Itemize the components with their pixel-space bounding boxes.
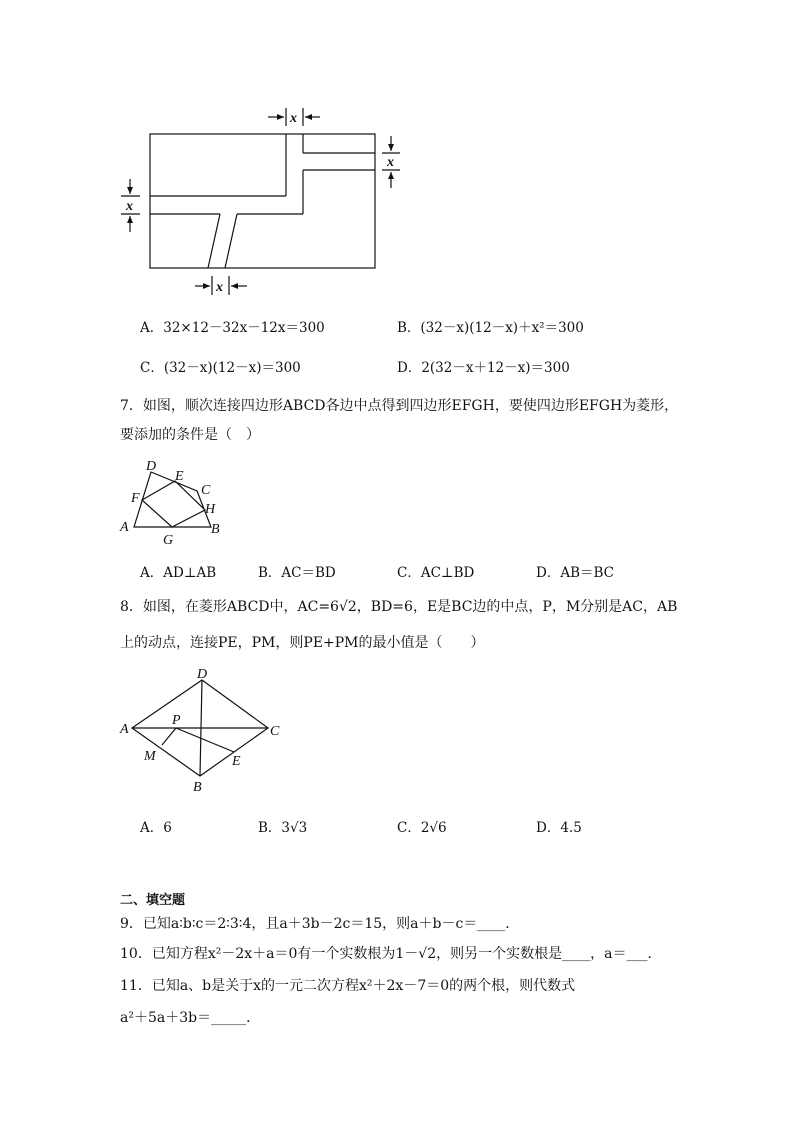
q7-option-c: C．AC⊥BD — [397, 565, 475, 581]
label-x-left: x — [126, 199, 133, 214]
q6-option-d: D．2(32－x＋12－x)＝300 — [397, 360, 570, 376]
label-x-bottom: x — [216, 280, 223, 295]
q11-text-line2: a²＋5a＋3b＝_____． — [120, 1010, 261, 1026]
q11-text-line1: 11．已知a、b是关于x的一元二次方程x²＋2x－7＝0的两个根，则代数式 — [120, 978, 576, 994]
q7-quadrilateral-figure — [115, 455, 230, 547]
quadrilateral-efgh — [142, 481, 205, 527]
label-F: F — [131, 491, 140, 506]
q8-option-a: A．6 — [140, 820, 172, 836]
q6-option-b: B．(32－x)(12－x)＋x²＝300 — [397, 320, 584, 336]
q7-text-line1: 7．如图，顺次连接四边形ABCD各边中点得到四边形EFGH，要使四边形EFGH为菱形， — [120, 398, 679, 414]
label-B: B — [211, 522, 220, 537]
segment-pm — [162, 728, 176, 745]
label-E: E — [175, 469, 184, 484]
quadrilateral-abcd — [134, 472, 211, 527]
q8-option-d: D．4.5 — [536, 820, 582, 836]
section-heading: 二、填空题 — [120, 893, 186, 908]
q8-option-c: C．2√6 — [397, 820, 447, 836]
field-rectangle — [150, 134, 375, 268]
q10-text: 10．已知方程x²－2x＋a＝0有一个实数根为1－√2，则另一个实数根是____，a＝___． — [120, 946, 662, 962]
label-C: C — [201, 483, 211, 498]
label-D: D — [197, 667, 208, 682]
q8-text-line1: 8．如图，在菱形ABCD中，AC=6√2，BD=6，E是BC边的中点，P，M分别是AC，AB — [120, 599, 678, 615]
label-G: G — [163, 533, 174, 547]
q6-option-c: C．(32－x)(12－x)＝300 — [140, 360, 301, 376]
label-C: C — [270, 724, 280, 739]
q7-option-b: B．AC＝BD — [258, 565, 336, 581]
segment-pe — [176, 728, 234, 752]
q8-text-line2: 上的动点，连接PE，PM，则PE+PM的最小值是（ ） — [120, 635, 485, 651]
label-x-top: x — [290, 111, 297, 126]
label-P: P — [172, 713, 181, 728]
q8-rhombus-figure — [115, 660, 290, 795]
q9-text: 9．已知a∶b∶c＝2∶3∶4，且a＋3b－2c＝15，则a＋b－c＝____． — [120, 916, 520, 932]
label-x-right: x — [387, 155, 394, 170]
label-B: B — [193, 780, 202, 795]
q7-text-line2: 要添加的条件是（ ） — [120, 427, 260, 443]
label-E: E — [232, 754, 241, 769]
label-A: A — [120, 722, 129, 737]
label-D: D — [146, 459, 157, 474]
label-A: A — [120, 520, 129, 535]
q7-option-d: D．AB＝BC — [536, 565, 614, 581]
q8-option-b: B．3√3 — [258, 820, 308, 836]
q6-option-a: A．32×12－32x－12x＝300 — [140, 320, 325, 336]
q7-option-a: A．AD⊥AB — [140, 565, 217, 581]
q6-road-figure — [110, 100, 420, 300]
label-H: H — [205, 502, 216, 517]
label-M: M — [144, 749, 156, 764]
